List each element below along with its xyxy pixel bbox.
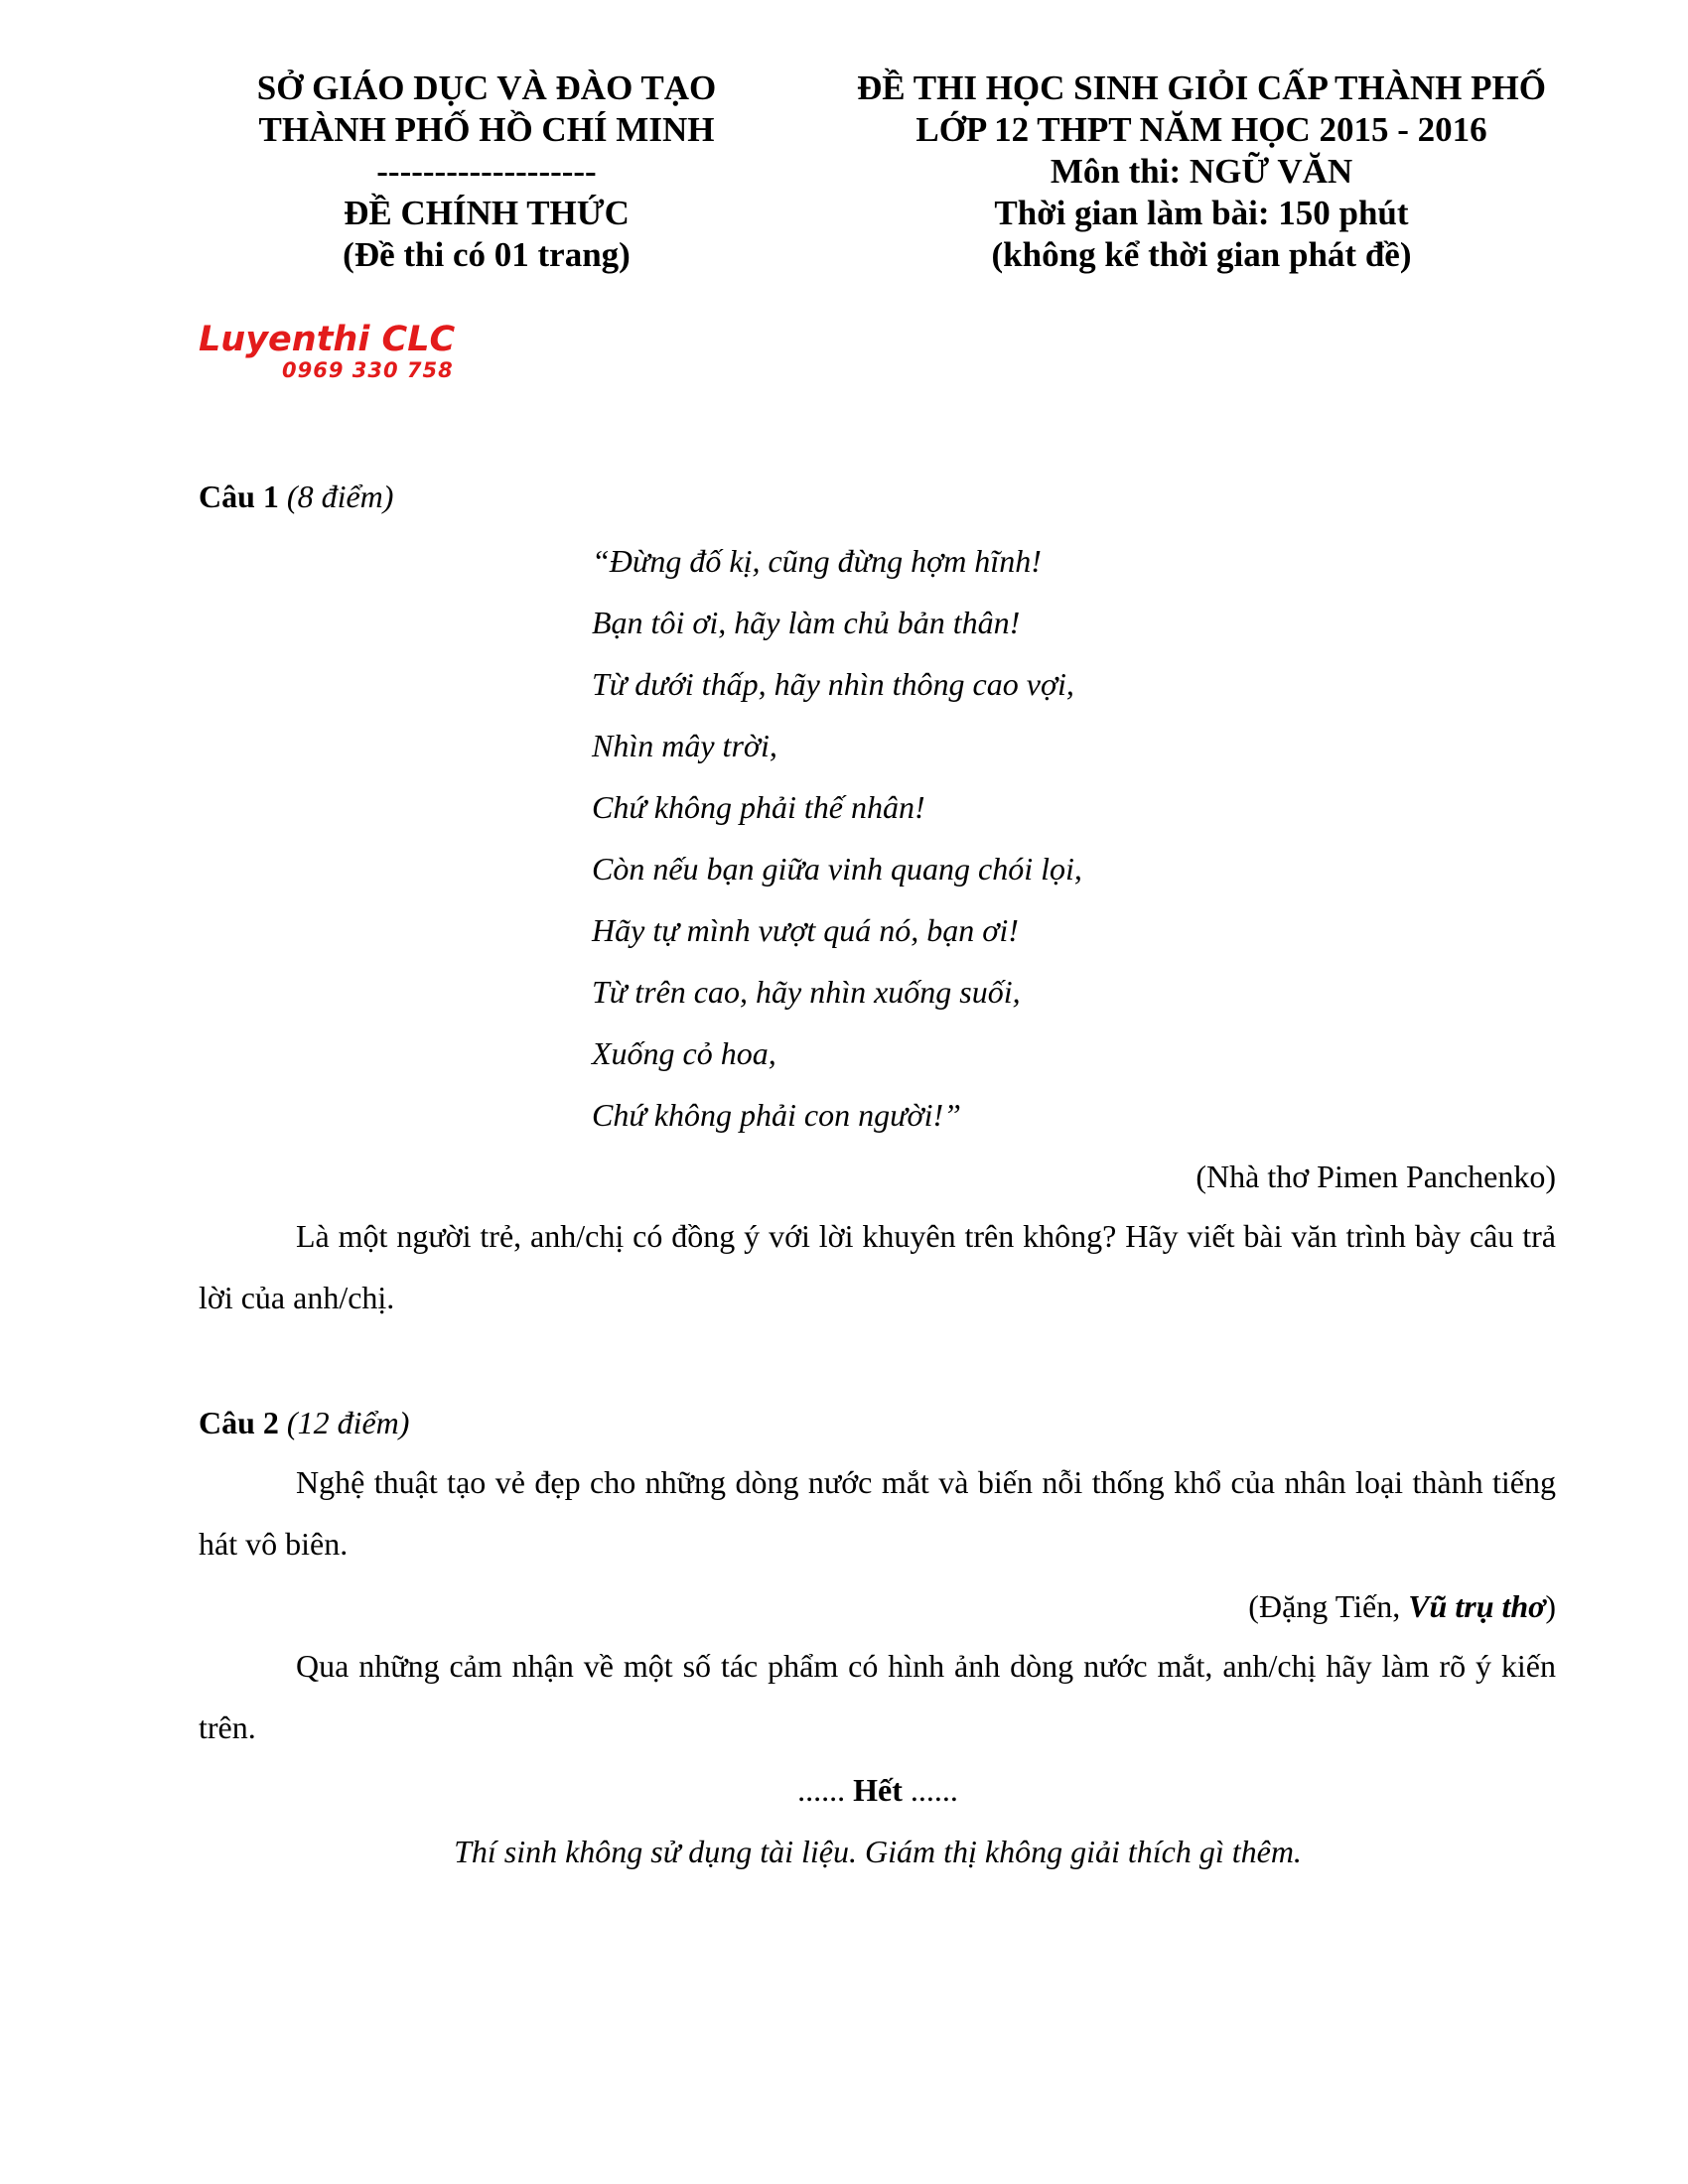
poem-line: Xuống cỏ hoa, — [592, 1035, 776, 1071]
poem — [592, 541, 1082, 1157]
quote-attribution — [1248, 1586, 1556, 1626]
official-label: ĐỀ CHÍNH THỨC — [344, 194, 630, 232]
question-2-quote: Nghệ thuật tạo vẻ đẹp cho những dòng nước mắt và biến nỗi thống khổ của nhân loại thành tiếng hát vô biên. — [199, 1464, 1556, 1562]
quote-work-title: Vũ trụ thơ — [1408, 1588, 1546, 1624]
issuer-line-2: THÀNH PHỐ HỒ CHÍ MINH — [258, 110, 715, 149]
question-1-heading — [199, 477, 393, 516]
question-1-points: (8 điểm) — [286, 478, 394, 514]
end-dots-left: ...... — [797, 1772, 854, 1808]
exam-duration: Thời gian làm bài: 150 phút — [994, 194, 1409, 232]
poem-line: Còn nếu bạn giữa vinh quang chói lọi, — [592, 851, 1082, 887]
question-1-label: Câu 1 — [199, 478, 279, 514]
exam-title: ĐỀ THI HỌC SINH GIỎI CẤP THÀNH PHỐ — [857, 68, 1546, 107]
end-word: Hết — [853, 1772, 903, 1808]
issuer-line-1: SỞ GIÁO DỤC VÀ ĐÀO TẠO — [256, 68, 717, 107]
exam-instructions-note: Thí sinh không sử dụng tài liệu. Giám thị không giải thích gì thêm. — [454, 1834, 1302, 1869]
exam-duration-note: (không kể thời gian phát đề) — [991, 235, 1412, 274]
poem-line: Từ dưới thấp, hãy nhìn thông cao vợi, — [592, 666, 1074, 702]
quote-attribution-close: ) — [1545, 1588, 1556, 1624]
question-2-heading — [199, 1403, 409, 1442]
poem-line: Chứ không phải con người!” — [592, 1097, 961, 1133]
poem-line: Từ trên cao, hãy nhìn xuống suối, — [592, 974, 1021, 1010]
logo-brand: Luyenthi CLC — [199, 320, 456, 359]
exam-title-header — [814, 68, 1589, 276]
question-1-prompt: Là một người trẻ, anh/chị có đồng ý với lời khuyên trên không? Hãy viết bài văn trình bày câu trả lời của anh/chị. — [199, 1218, 1556, 1315]
issuer-header — [199, 68, 774, 276]
question-2-prompt: Qua những cảm nhận về một số tác phẩm có hình ảnh dòng nước mắt, anh/chị hãy làm rõ ý kiến trên. — [199, 1648, 1556, 1745]
logo-phone: 0969 330 758 — [282, 358, 454, 382]
exam-grade-year: LỚP 12 THPT NĂM HỌC 2015 - 2016 — [915, 110, 1487, 149]
poem-line: Hãy tự mình vượt quá nó, bạn ơi! — [592, 912, 1019, 948]
poem-line: Bạn tôi ơi, hãy làm chủ bản thân! — [592, 605, 1021, 640]
quote-author: (Đặng Tiến, — [1248, 1588, 1409, 1624]
issuer-separator: ------------------- — [376, 152, 597, 191]
page-count: (Đề thi có 01 trang) — [343, 235, 631, 274]
end-dots-right: ...... — [902, 1772, 958, 1808]
poem-line: Nhìn mây trời, — [592, 728, 777, 763]
question-2-label: Câu 2 — [199, 1405, 279, 1440]
end-marker — [0, 1770, 1688, 1810]
poem-line: Chứ không phải thế nhân! — [592, 789, 925, 825]
poem-line: “Đừng đố kị, cũng đừng hợm hĩnh! — [592, 543, 1042, 579]
exam-subject: Môn thi: NGỮ VĂN — [1050, 152, 1353, 191]
poem-attribution: (Nhà thơ Pimen Panchenko) — [1196, 1159, 1556, 1194]
watermark-logo — [199, 320, 516, 391]
question-2-points: (12 điểm) — [286, 1405, 410, 1440]
